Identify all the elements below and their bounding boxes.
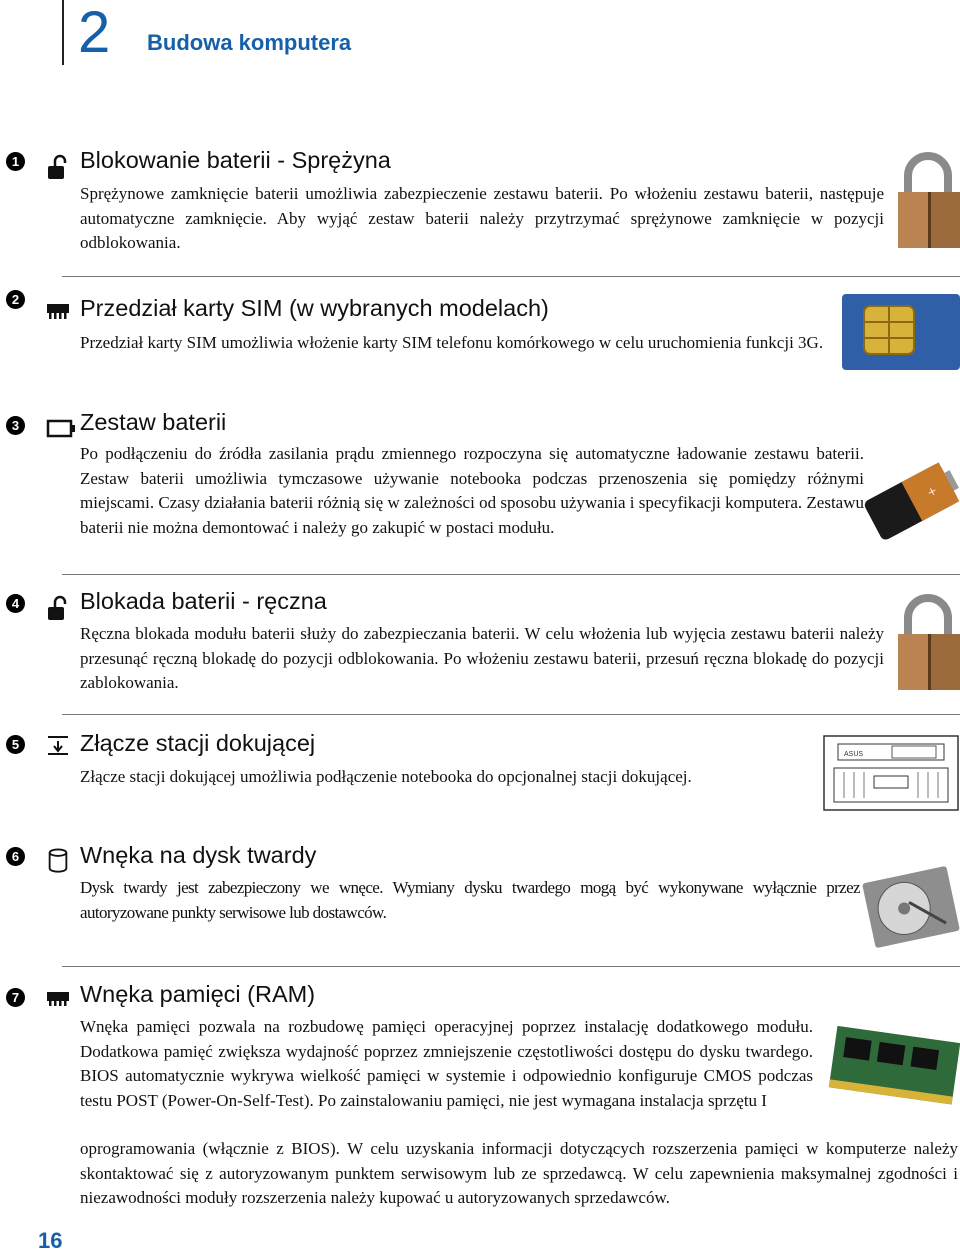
page-number: 16 [38, 1228, 63, 1253]
ram-module-photo [826, 1014, 960, 1124]
section-badge-1: 1 [6, 152, 25, 171]
section-separator [62, 574, 960, 575]
docking-station-diagram [822, 734, 960, 814]
svg-text:+: + [924, 482, 941, 502]
section-title-2: Przedział karty SIM (w wybranych modelach) [80, 295, 549, 321]
section-badge-4: 4 [6, 594, 25, 613]
section-badge-5: 5 [6, 735, 25, 754]
section-title-7: Wnęka pamięci (RAM) [80, 981, 316, 1007]
section-title-6: Wnęka na dysk twardy [80, 842, 317, 868]
section-badge-3: 3 [6, 416, 25, 435]
section-badge-2: 2 [6, 290, 25, 309]
section-text-7b: oprogramowania (włącznie z BIOS). W celu uzyskania informacji dotyczących rozszerzenia pamięci w komputerze należy skontaktować się z autoryzowanym punktem serwisowym lub ze sprzedawcą. W celu zapewnienia maksymalnej zgodności i niezawodności moduły rozszerzenia należy kupować u autoryzowanych sprzedawców. [80, 1139, 958, 1207]
section-text-3: Po podłączeniu do źródła zasilania prądu zmiennego rozpoczyna się automatyczne ładowanie zestawu baterii. Zestaw baterii umożliwia tymczasowe używanie notebooka podczas przenoszenia się pomiędzy różnymi miejscami. Czasy działania baterii różnią się w zależności od sposobu używania i specyfikacji komputera. Zestawu baterii nie można demontować i należy go zakupić w postaci modułu. [80, 444, 864, 537]
section-title-4: Blokada baterii - ręczna [80, 588, 327, 614]
chapter-number: 2 [78, 0, 111, 65]
section-badge-6: 6 [6, 847, 25, 866]
padlock-photo [896, 592, 960, 692]
diagram-brand-label: ASUS [844, 751, 864, 758]
section-text-7a: Wnęka pamięci pozwala na rozbudowę pamięci operacyjnej poprzez instalację dodatkowego modułu. Dodatkowa pamięć zwiększa wydajność poprzez zmniejszenie częstotliwości dostępu do dysku twardego. BIOS automatycznie wykrywa wielkość pamięci w systemie i odpowiednio konfiguruje CMOS podczas testu POST (Power-On-Self-Test). Po zainstalowaniu pamięci, nie jest wymagana instalacja sprzętu I [80, 1017, 813, 1110]
sim-card-icon [46, 302, 70, 328]
section-separator [62, 966, 960, 967]
chapter-title: Budowa komputera [147, 30, 352, 55]
battery-photo [862, 452, 960, 552]
padlock-photo [896, 150, 960, 250]
section-text-6: Dysk twardy jest zabezpieczony we wnęce. Wymiany dysku twardego mogą być wykonywane wyłącznie przez autoryzowane punkty serwisowe lub dostawców. [80, 878, 860, 922]
chapter-divider [62, 0, 64, 65]
section-separator [62, 276, 960, 277]
hard-disk-icon [46, 848, 70, 874]
section-title-3: Zestaw baterii [80, 409, 227, 435]
section-title-5: Złącze stacji dokującej [80, 730, 316, 756]
lock-icon [46, 595, 70, 621]
hard-disk-photo [862, 866, 960, 948]
section-title-1: Blokowanie baterii - Sprężyna [80, 147, 391, 173]
section-text-5: Złącze stacji dokującej umożliwia podłączenie notebooka do opcjonalnej stacji dokującej. [80, 767, 692, 786]
battery-icon [46, 415, 76, 441]
lock-icon [46, 154, 70, 180]
docking-icon [46, 733, 70, 759]
section-separator [62, 714, 960, 715]
section-text-2: Przedział karty SIM umożliwia włożenie karty SIM telefonu komórkowego w celu uruchomienia funkcji 3G. [80, 333, 824, 352]
memory-icon [46, 986, 70, 1012]
section-text-1: Sprężynowe zamknięcie baterii umożliwia zabezpieczenie zestawu baterii. Po włożeniu zestawu baterii, następuje automatyczne zamknięcie. Aby wyjąć zestaw baterii należy przytrzymać sprężynowe zamknięcie w pozycji odblokowania. [80, 184, 884, 252]
section-badge-7: 7 [6, 988, 25, 1007]
section-text-4: Ręczna blokada modułu baterii służy do zabezpieczania baterii. W celu włożenia lub wyjęcia zestawu baterii należy przesunąć ręczną blokadę do pozycji odblokowania. Po włożeniu zestawu baterii, przesuń ręczna blokadę do pozycji zablokowania. [80, 624, 884, 692]
sim-card-photo [842, 294, 960, 370]
